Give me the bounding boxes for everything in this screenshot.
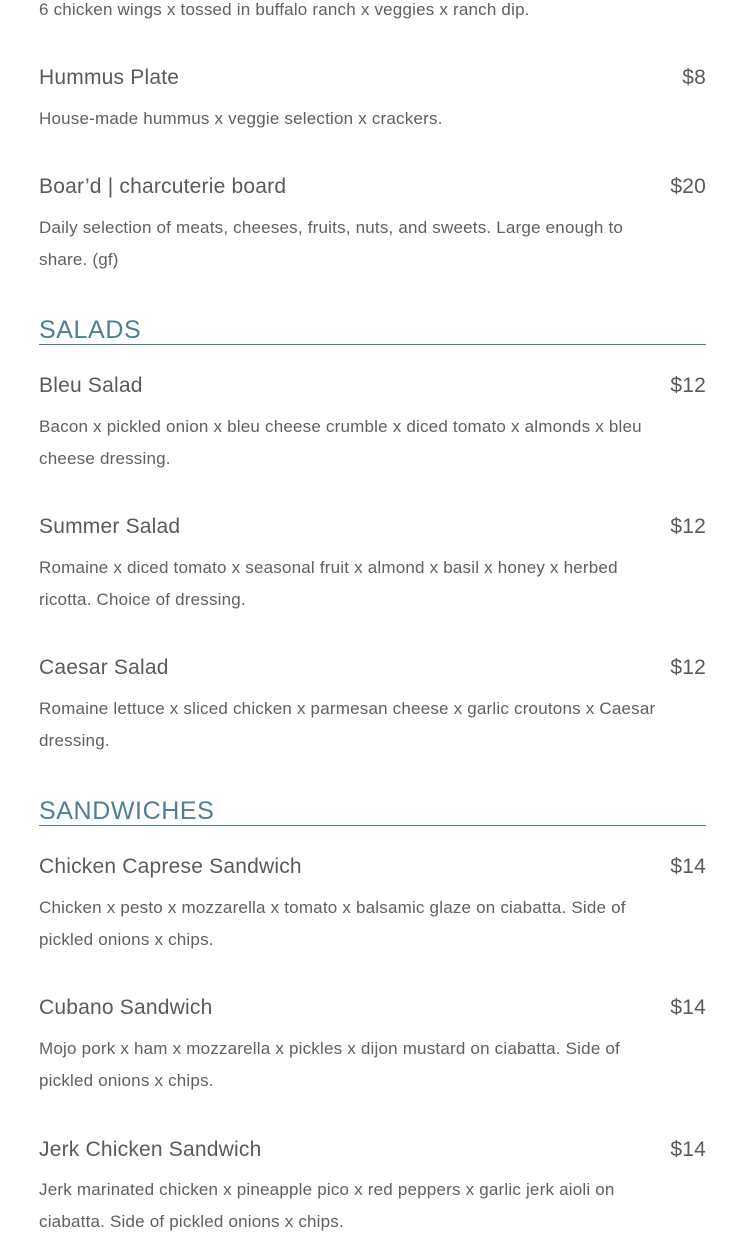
menu-item-chicken-caprese-sandwich: [39, 855, 706, 879]
item-price: $20: [670, 175, 706, 198]
menu-item-charcuterie-board: [39, 175, 706, 199]
item-name: Cubano Sandwich: [39, 996, 213, 1019]
item-price: $12: [670, 374, 706, 397]
menu-item-hummus-plate: [39, 66, 706, 90]
wings-description: 6 chicken wings x tossed in buffalo ranch x veggies x ranch dip.: [39, 0, 530, 19]
item-name: Jerk Chicken Sandwich: [39, 1138, 262, 1161]
section-title-sandwiches: SANDWICHES: [39, 797, 706, 826]
item-description: House-made hummus x veggie selection x crackers.: [39, 109, 443, 128]
menu-item-summer-salad: [39, 515, 706, 539]
item-name: Boar’d | charcuterie board: [39, 175, 287, 198]
menu-item-caesar-salad: [39, 656, 706, 680]
item-description: Chicken x pesto x mozzarella x tomato x balsamic glaze on ciabatta. Side of pickled onions x chips.: [39, 898, 626, 949]
item-price: $8: [682, 66, 706, 89]
item-name: Hummus Plate: [39, 66, 180, 89]
menu-item-bleu-salad: [39, 374, 706, 398]
item-name: Summer Salad: [39, 515, 181, 538]
item-name: Caesar Salad: [39, 656, 169, 679]
item-description: Jerk marinated chicken x pineapple pico x red peppers x garlic jerk aioli on ciabatta. Side of pickled onions x chips.: [39, 1180, 615, 1231]
item-price: $14: [670, 996, 706, 1019]
item-description: Bacon x pickled onion x bleu cheese crumble x diced tomato x almonds x bleu cheese dressing.: [39, 417, 642, 468]
item-description: Romaine lettuce x sliced chicken x parmesan cheese x garlic croutons x Caesar dressing.: [39, 699, 656, 750]
item-name: Bleu Salad: [39, 374, 143, 397]
section-title-salads: SALADS: [39, 316, 706, 345]
menu-item-cubano-sandwich: [39, 996, 706, 1020]
item-description: Mojo pork x ham x mozzarella x pickles x dijon mustard on ciabatta. Side of pickled onions x chips.: [39, 1039, 620, 1090]
menu-item-jerk-chicken-sandwich: [39, 1138, 706, 1162]
item-description: Romaine x diced tomato x seasonal fruit x almond x basil x honey x herbed ricotta. Choice of dressing.: [39, 558, 618, 609]
item-description: Daily selection of meats, cheeses, fruits, nuts, and sweets. Large enough to share. (gf): [39, 218, 624, 269]
item-price: $12: [670, 656, 706, 679]
item-price: $14: [670, 1138, 706, 1161]
item-price: $12: [670, 515, 706, 538]
item-name: Chicken Caprese Sandwich: [39, 855, 302, 878]
item-price: $14: [670, 855, 706, 878]
